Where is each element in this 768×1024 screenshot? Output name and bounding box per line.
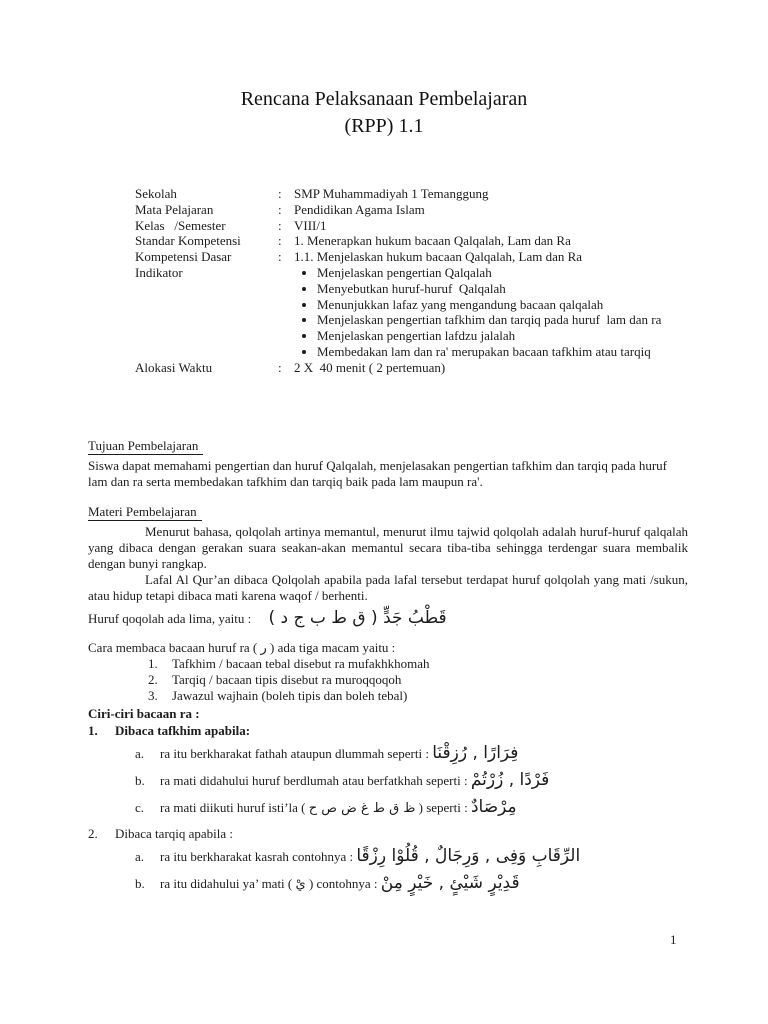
title-line-1: Rencana Pelaksanaan Pembelajaran (240, 88, 528, 110)
info-value: 1. Menerapkan hukum bacaan Qalqalah, Lam dan Ra (294, 233, 571, 249)
item-latin: ra itu didahului ya’ mati ( (160, 876, 293, 891)
arabic-ra-letter: ر (260, 641, 267, 656)
title-line-2: (RPP) 1.1 (344, 115, 424, 137)
list-item (148, 656, 688, 672)
info-label: Kompetensi Dasar (135, 249, 232, 265)
ciri-ciri-heading: Ciri-ciri bacaan ra : (88, 706, 200, 721)
info-label: Standar Kompetensi (135, 233, 241, 249)
arabic-example: مِنْ خَيْرٍ , شَيْئٍ قَدِيْرٍ (380, 873, 520, 893)
colon: : (278, 201, 282, 217)
arabic-qalqalah-letters: ( د ج ب ط ق ) جَدٍّ قَطْبُ (268, 608, 447, 628)
page-number: 1 (670, 932, 677, 947)
page-title (0, 86, 768, 140)
item-letter: b. (135, 876, 145, 891)
indikator-item: • Menunjukkan lafaz yang mengandung bacaan qalqalah (317, 297, 669, 313)
item-text (160, 875, 688, 892)
cara-prefix: Cara membaca bacaan huruf ra ( (88, 640, 258, 655)
cara-membaca-list (148, 656, 688, 704)
indikator-item: • Menjelaskan pengertian tafkhim dan tarqiq pada huruf lam dan ra (317, 312, 669, 328)
info-label: Indikator (135, 264, 183, 280)
cara-suffix: ) ada tiga macam yaitu : (270, 640, 396, 655)
info-row-sekolah (135, 186, 695, 202)
tafkhim-number: 1. (88, 723, 98, 738)
tujuan-body: Siswa dapat memahami pengertian dan huruf Qalqalah, menjelasakan pengertian tafkhim dan tarqiq pada huruf lam dan ra serta membedakan tafkhim dan tarqiq baik pada lam maupun ra'. (88, 458, 668, 489)
list-number: 1. (148, 656, 158, 671)
item-text (160, 745, 688, 762)
info-row-kompetensi-dasar (135, 249, 695, 265)
materi-paragraph-1: Menurut bahasa, qolqolah artinya memantul, menurut ilmu tajwid qolqolah adalah huruf-huruf qalqalah yang dibaca dengan gerakan suara seakan-akan memantul secara tiba-tiba sehingga terdengar suara membalik dengan bunyi rangkap. (88, 524, 688, 571)
info-value: 1.1. Menjelaskan hukum bacaan Qalqalah, Lam dan Ra (294, 249, 583, 265)
indikator-list (294, 265, 669, 360)
list-item (148, 672, 688, 688)
materi-paragraph-2: Lafal Al Qur’an dibaca Qolqolah apabila pada lafal tersebut terdapat huruf qolqolah yang mati /sukun, atau hidup tetapi dibaca mati karena waqof / berhenti. (88, 572, 688, 603)
tafkhim-items (135, 745, 688, 816)
info-row-alokasi-waktu (135, 360, 695, 376)
tarqiq-number: 2. (88, 826, 98, 841)
item-latin: ra mati diikuti huruf isti’la ( (160, 800, 306, 815)
list-number: 2. (148, 672, 158, 687)
item-text (160, 772, 688, 789)
list-text: Jawazul wajhain (boleh tipis dan boleh tebal) (172, 688, 408, 703)
tafkhim-item-a (135, 745, 688, 762)
arabic-example: مِرْصَادٌ (470, 797, 517, 817)
item-text (160, 799, 688, 816)
cara-membaca-line (88, 640, 688, 656)
tarqiq-title: Dibaca tarqiq apabila : (115, 826, 234, 841)
colon: : (278, 359, 282, 375)
item-latin: ) seperti : (418, 800, 468, 815)
huruf-qalqalah-line (88, 610, 688, 638)
arabic-istila-letters: ح ص ض غ ط ق ظ (308, 801, 416, 816)
item-text (160, 848, 688, 865)
tafkhim-item-c (135, 799, 688, 816)
tafkhim-item-b (135, 772, 688, 789)
colon: : (278, 217, 282, 233)
indikator-item: • Membedakan lam dan ra' merupakan bacaan tafkhim atau tarqiq (317, 344, 669, 360)
colon: : (278, 249, 282, 265)
info-value: 2 X 40 menit ( 2 pertemuan) (294, 359, 446, 375)
info-row-mata-pelajaran (135, 202, 695, 218)
item-letter: a. (135, 849, 145, 864)
list-item (148, 688, 688, 704)
info-row-indikator (135, 265, 695, 360)
arabic-ya-letter: يْ (295, 877, 306, 892)
arabic-example: رِزْقًا قُلُوْا , وَرِجَالٌ , وَفِى الرِّقَابِ (356, 846, 581, 866)
item-letter: b. (135, 773, 145, 788)
info-label: Mata Pelajaran (135, 201, 214, 217)
tafkhim-title: Dibaca tafkhim apabila: (115, 723, 251, 738)
info-table (135, 186, 695, 376)
info-label: Sekolah (135, 186, 177, 201)
indikator-values (294, 265, 695, 360)
arabic-example: زُرْتُمْ , فَرْدًا (470, 770, 550, 790)
item-latin: ra itu berkharakat kasrah contohnya : (160, 849, 354, 864)
section-tujuan (88, 438, 688, 490)
info-value: Pendidikan Agama Islam (294, 201, 425, 217)
colon: : (278, 233, 282, 249)
info-label: Alokasi Waktu (135, 359, 213, 375)
section-heading-tujuan: Tujuan Pembelajaran (88, 438, 203, 455)
list-text: Tarqiq / bacaan tipis disebut ra muroqqoqoh (172, 672, 402, 687)
indikator-item: • Menjelaskan pengertian lafdzu jalalah (317, 328, 669, 344)
section-materi (88, 504, 688, 902)
colon: : (278, 186, 282, 201)
section-heading-materi: Materi Pembelajaran (88, 504, 202, 521)
info-row-kelas-semester (135, 218, 695, 234)
info-value: SMP Muhammadiyah 1 Temanggung (294, 186, 489, 201)
item-latin: ra itu berkharakat fathah ataupun dlummah seperti : (160, 746, 429, 761)
list-text: Tafkhim / bacaan tebal disebut ra mufakhkhomah (172, 656, 430, 671)
huruf-qalqalah-prefix: Huruf qoqolah ada lima, yaitu : (88, 611, 252, 626)
list-number: 3. (148, 688, 158, 703)
tarqiq-item-a (135, 848, 688, 865)
item-latin: ) contohnya : (308, 876, 378, 891)
item-latin: ra mati didahului huruf berdlumah atau berfatkhah seperti : (160, 773, 468, 788)
info-value: VIII/1 (294, 217, 327, 233)
tarqiq-item-b (135, 875, 688, 892)
item-letter: c. (135, 800, 145, 815)
info-label: Kelas /Semester (135, 217, 226, 233)
tarqiq-heading-row (88, 826, 688, 842)
tarqiq-items (135, 848, 688, 892)
item-letter: a. (135, 746, 145, 761)
indikator-item: • Menyebutkan huruf-huruf Qalqalah (317, 281, 669, 297)
arabic-example: رُزِقْنَا , فِرَارًا (432, 743, 519, 763)
tafkhim-heading-row (88, 723, 688, 739)
info-row-standar-kompetensi (135, 233, 695, 249)
indikator-item: • Menjelaskan pengertian Qalqalah (317, 265, 669, 281)
